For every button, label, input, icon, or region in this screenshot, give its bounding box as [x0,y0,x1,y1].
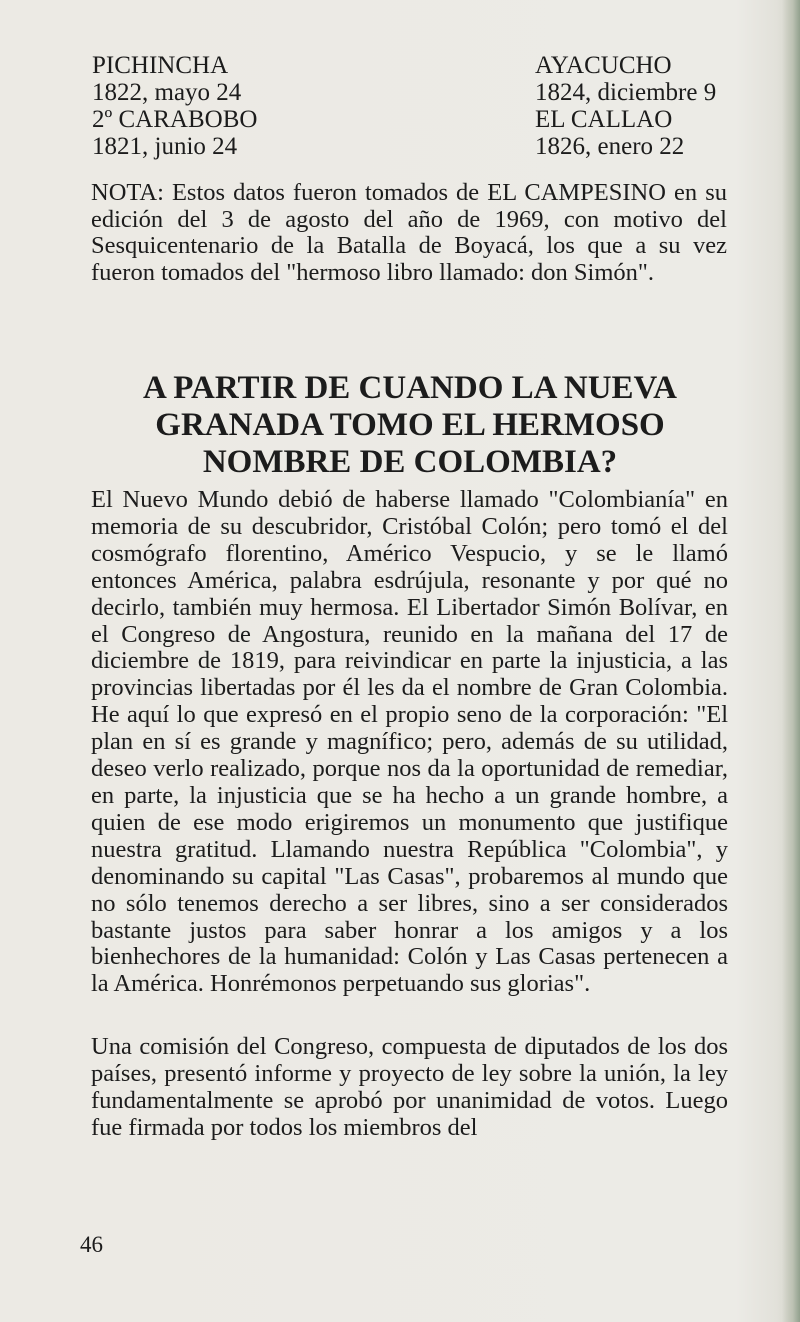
paragraph: Una comisión del Congreso, compuesta de diputados de los dos países, presentó informe y proyecto de ley sobre la unión, la ley fundamentalmente se aprobó por unanimidad de votos. Luego fue firmada por todos los miembros del [91,1033,728,1141]
battle-date: 1826, enero 22 [535,133,685,160]
body-text [91,487,728,1142]
battle-date: 1821, junio 24 [92,133,238,160]
battle-name: AYACUCHO [535,52,672,79]
source-note: NOTA: Estos datos fueron tomados de EL CAMPESINO en su edición del 3 de agosto del año de 1969, con motivo del Sesquicentenario de la Batalla de Boyacá, los que a su vez fueron tomados del "hermoso libro llamado: don Simón". [91,179,727,286]
battle-date: 1824, diciembre 9 [535,79,717,106]
battle-date: 1822, mayo 24 [92,79,242,106]
section-heading-line: NOMBRE DE COLOMBIA? [202,444,618,480]
battle-dates [92,52,732,162]
page-number: 46 [80,1232,103,1257]
battle-name: PICHINCHA [92,52,229,79]
page-edge-shadow [782,0,800,1322]
battle-name: EL CALLAO [535,106,673,133]
section-heading [80,370,740,481]
battle-dates-right-column [535,52,716,160]
paragraph: El Nuevo Mundo debió de haberse llamado "Colombianía" en memoria de su descubridor, Cristóbal Colón; pero tomó el del cosmógrafo florentino, Américo Vespucio, y se le llamó entonces América, palabra esdrújula, resonante y por qué no decirlo, también muy hermosa. El Libertador Simón Bolívar, en el Congreso de Angostura, reunido en la mañana del 17 de diciembre de 1819, para reivindicar en parte la injusticia, a las provincias libertadas por él les da el nombre de Gran Colombia. He aquí lo que expresó en el propio seno de la corporación: "El plan en sí es grande y magnífico; pero, además de su utilidad, deseo verlo realizado, porque nos da la oportunidad de remediar, en parte, la injusticia que se ha hecho a un grande hombre, a quien de ese modo erigiremos un monumento que justifique nuestra gratitud. Llamando nuestra República "Colombia", y denominando su capital "Las Casas", probaremos al mundo que no sólo tenemos derecho a ser libres, sino a ser considerados bastante justos para saber honrar a los amigos y a los bienhechores de la humanidad: Colón y Las Casas pertenecen a la América. Honrémonos perpetuando sus glorias". [91,486,728,998]
section-heading-line: GRANADA TOMO EL HERMOSO [155,407,665,443]
section-heading-line: A PARTIR DE CUANDO LA NUEVA [143,370,677,406]
battle-name: 2º CARABOBO [92,106,258,133]
battle-dates-left-column [92,52,257,160]
